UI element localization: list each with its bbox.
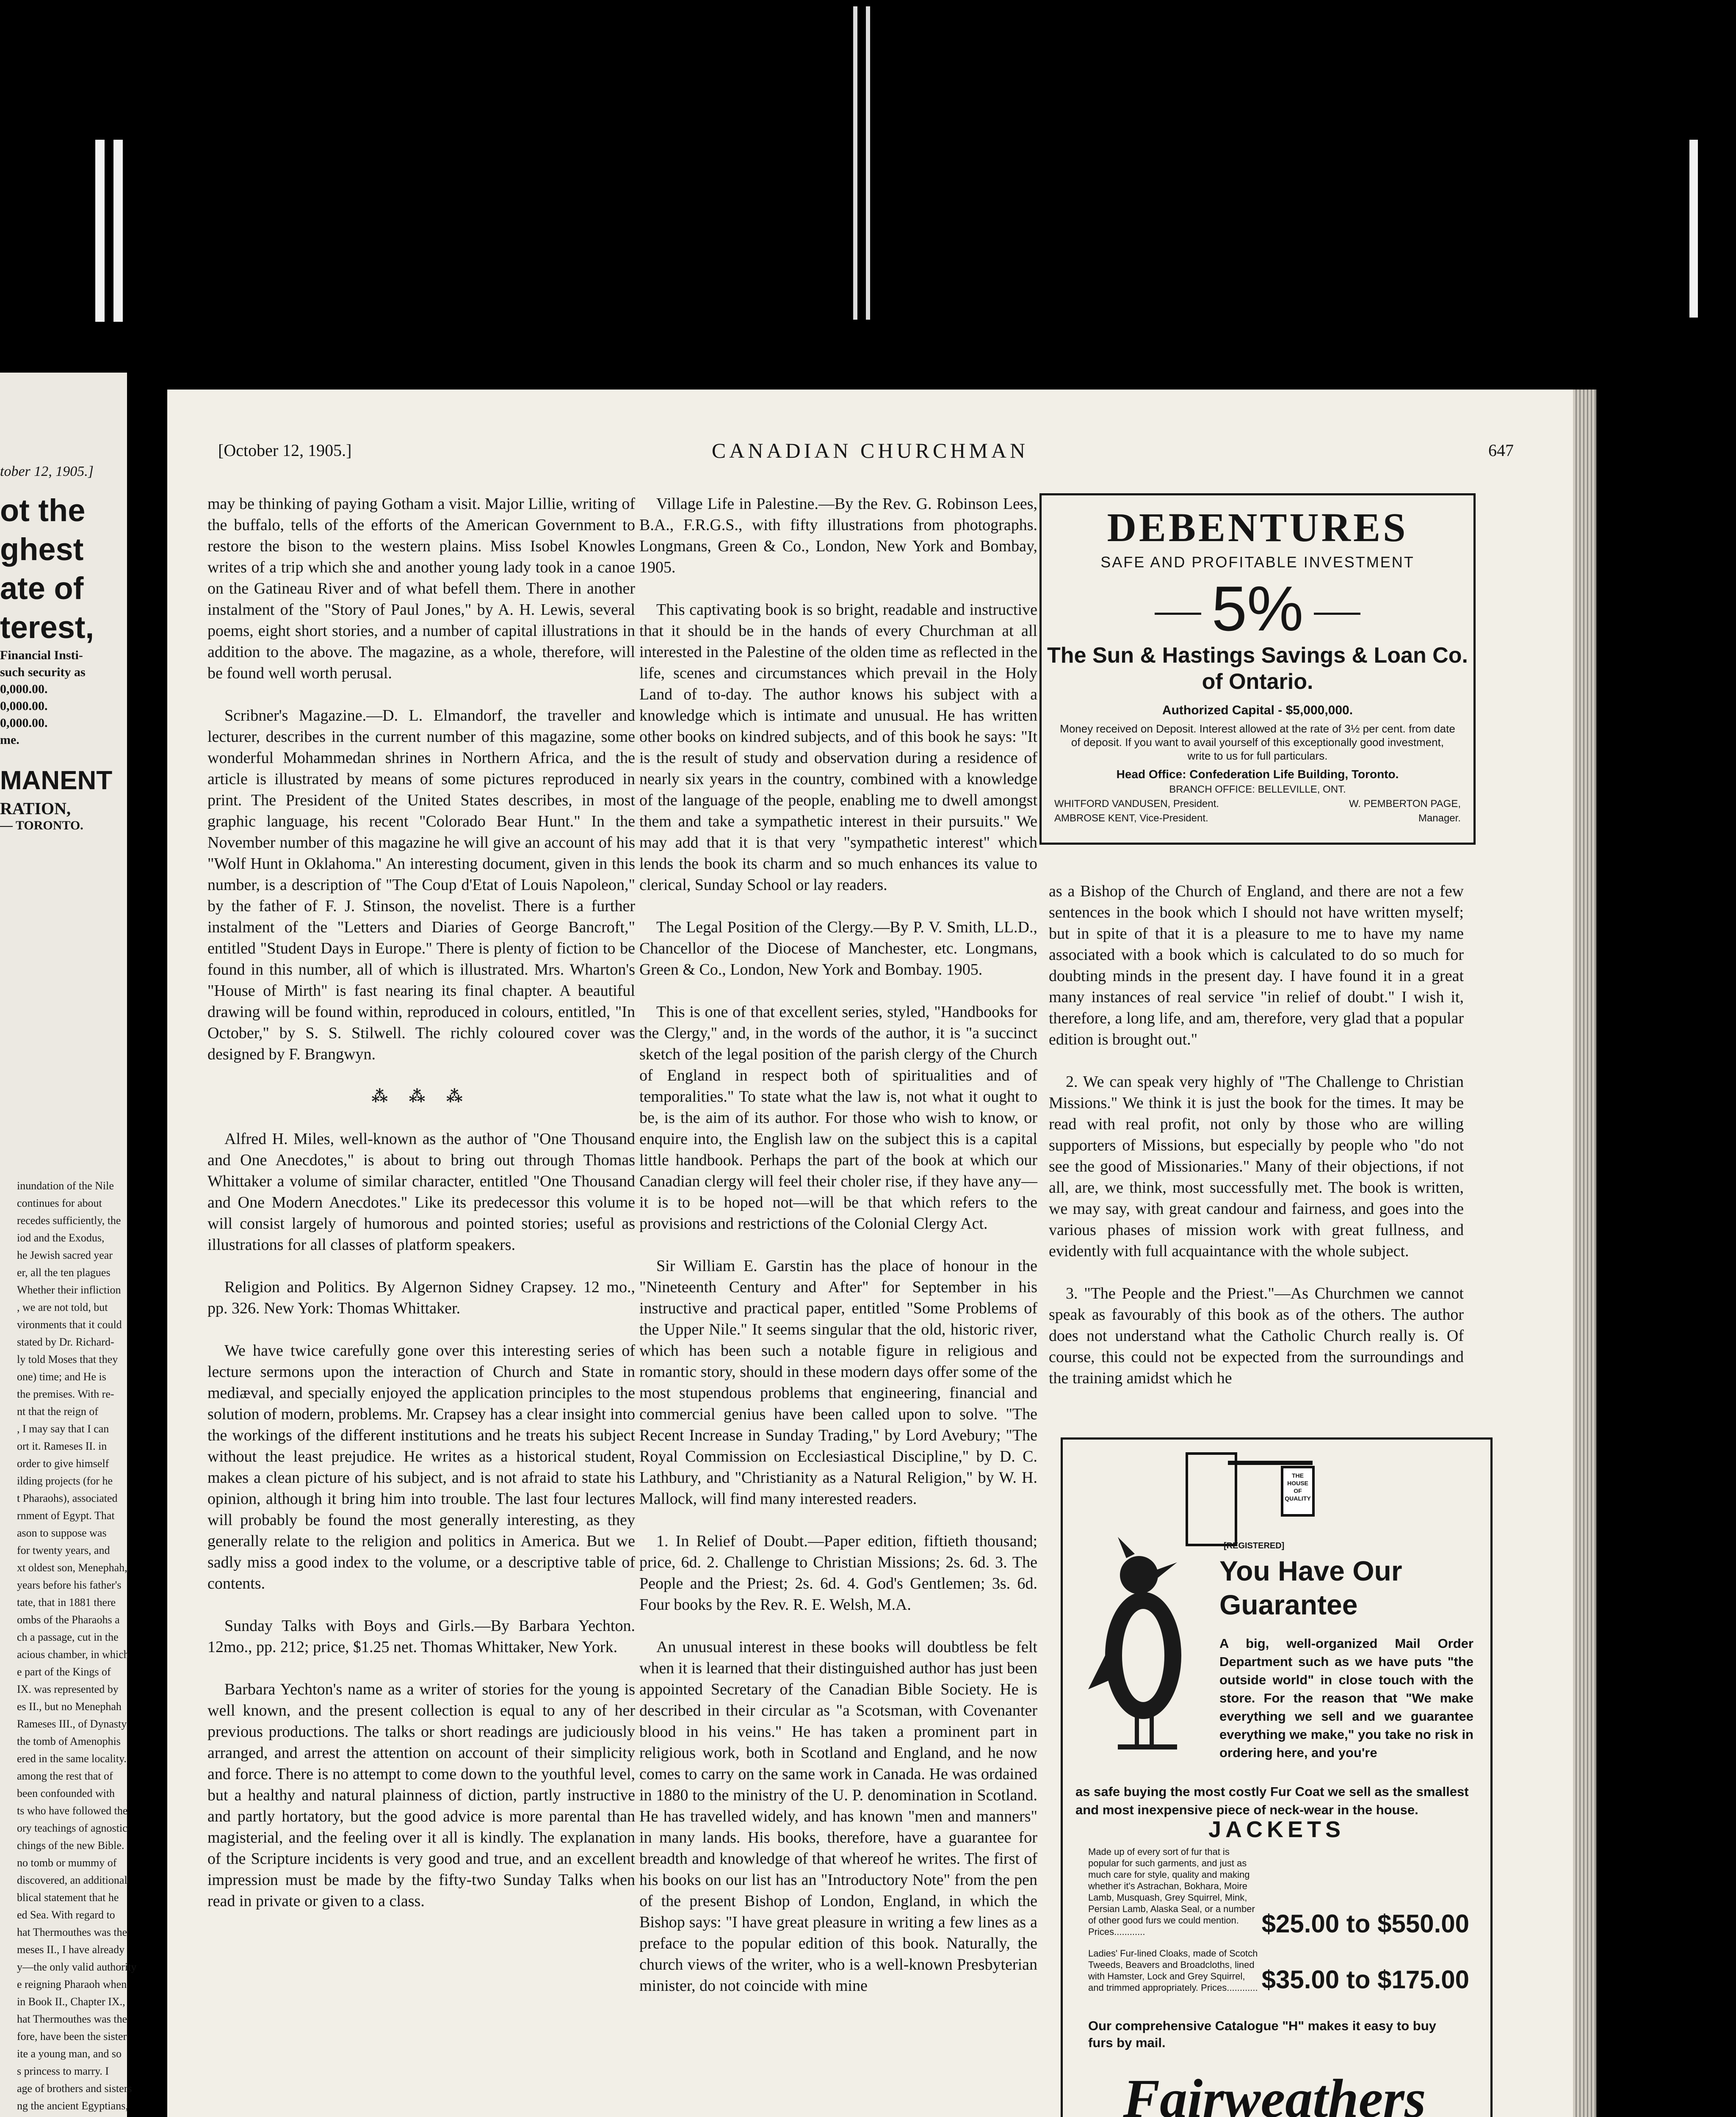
paragraph: may be thinking of paying Gotham a visit. Major Lillie, writing of the buffalo, tells of the efforts of the American Government to restore the bison to the western plains. Miss Isobel Knowles writes of a trip which she and another young lady took in a canoe on the Gatineau River and of what befell them. There in another instalment of the "Story of Paul Jones," by A. H. Lewis, several poems, eight short stories, and a number of capital illustrations in addition to the above. The magazine, as a whole, therefore, will be found well worth perusal.	[207, 495, 635, 682]
logo-text: Fairweathers	[1123, 2068, 1426, 2117]
left-column-line: ered in the same locality.	[17, 1752, 127, 1765]
left-column-line: t Pharaohs), associated	[17, 1492, 118, 1504]
ad-company-name-2: RATION,	[0, 799, 71, 818]
left-column-line: been confounded with	[17, 1787, 115, 1799]
left-column-line: es II., but no Menephah	[17, 1700, 122, 1713]
officer: W. PEMBERTON PAGE,	[1349, 798, 1461, 810]
rule	[1314, 613, 1360, 615]
product-description: Made up of every sort of fur that is popular for such garments, and just as much care for style, quality and making whether it's Astrachan, Bokhara, Moire Lamb, Musquash, Grey Squirrel, Mink, Persian Lamb, Alaska Seal, or a number of other good furs we could mention. Prices............	[1088, 1846, 1255, 1937]
left-column-line: Whether their infliction	[17, 1284, 121, 1296]
left-column-line: fore, have been the sister	[17, 2030, 127, 2042]
head-office: Head Office: Confederation Life Building, Toronto.	[1116, 768, 1399, 781]
product-row	[1088, 1846, 1469, 1937]
interest-rate-value: 5%	[1211, 573, 1304, 644]
left-column-line: ly told Moses that they	[17, 1353, 118, 1365]
left-column-line	[0, 2114, 119, 2117]
review-heading: 1. In Relief of Doubt.—Paper edition, fiftieth thousand; price, 6d. 2. Challenge to Christian Missions; 2s. 6d. 3. The People and the Priest; 2s. 6d. 4. God's Gentlemen; 3s. 6d. Four books by the Rev. R. E. Welsh, M.A.	[639, 1532, 1037, 1614]
paragraph: This captivating book is so bright, readable and instructive that it should be in the hands of every Churchman at all interested in the Palestine of the olden time as reflected in the life, scenes and circumstances which prevail in the Holy Land of to-day. The author knows his subject with a knowledge which is intimate and unusual. He has written other books on kindred subjects, and of this book he says: "It is the result of study and observation during a residence of nearly six years in the country, combined with a knowledge of the language of the people, enabling me to dwell amongst them and take a sympathetic interest in their pursuits." We may add that it is that very "sympathetic interest" which lends the book its charm and so much enhances its value to clerical, Sunday School or lay readers.	[639, 601, 1037, 894]
review-heading: The Legal Position of the Clergy.—By P. V. Smith, LL.D., Chancellor of the Diocese of Manchester, etc. Longmans, Green & Co., London, New York and Bombay. 1905.	[639, 918, 1037, 978]
fairweathers-advertisement	[1061, 1437, 1493, 2117]
ad-body: A big, well-organized Mail Order Department such as we have puts "the outside world" in close touch with the store. For the reason that "We make everything we sell and we guarantee everything we make," you take no risk in ordering here, and you're	[1219, 1636, 1473, 1760]
ad-small-line: 0,000.00.	[0, 682, 48, 696]
branch-office: BRANCH OFFICE: BELLEVILLE, ONT.	[1169, 784, 1346, 795]
left-column-line: no tomb or mummy of	[17, 1857, 117, 1869]
left-column-line: y—the only valid authority	[17, 1961, 137, 1973]
officers-row	[1054, 813, 1461, 824]
debentures-advertisement	[1039, 493, 1476, 845]
left-column-line: iod and the Exodus,	[17, 1232, 105, 1244]
left-column-line: e part of the Kings of	[17, 1666, 111, 1678]
left-column-line: blical statement that he	[17, 1891, 119, 1904]
left-column-line: IX. was represented by	[17, 1683, 119, 1695]
deposit-details: Money received on Deposit. Interest allowed at the rate of 3½ per cent. from date of deposit. If you want to avail yourself of this exceptionally good investment, write to us for full particulars.	[1060, 722, 1455, 762]
jackets-heading: JACKETS	[1208, 1817, 1345, 1842]
paragraph: Alfred H. Miles, well-known as the author of "One Thousand and One Anecdotes," is about to bring out through Thomas Whittaker a volume of similar character, entitled "One Thousand and One Modern Anecdotes." Like its predecessor this volume will consist largely of humorous and pointed stories; useful as illustrations for all classes of platform speakers.	[207, 1130, 635, 1254]
ad-small-line: 0,000.00.	[0, 716, 48, 730]
product-description: Ladies' Fur-lined Cloaks, made of Scotch Tweeds, Beavers and Broadcloths, lined with Hamster, Lock and Grey Squirrel, and trimmed appropriately. Prices............	[1088, 1948, 1258, 1993]
left-column-line: e reigning Pharaoh when	[17, 1978, 127, 1990]
left-column-line: ombs of the Pharaohs a	[17, 1614, 120, 1626]
paragraph: Scribner's Magazine.—D. L. Elmandorf, the traveller and lecturer, describes in the current number of this magazine, some wonderful Mohammedan shrines in Northern Africa, and the article is illustrated by means of some pictures reproduced in print. The President of the United States describes, in most graphic language, his recent "Colorado Bear Hunt." In the November number of this magazine he will give an account of his "Wolf Hunt in Oklahoma." An interesting document, given in this number, is a description of "The Coup d'Etat of Louis Napoleon," by the father of F. J. Stinson, the novelist. There is a further instalment of the "Letters and Diaries of George Bancroft," entitled "Student Days in Europe." There is plenty of fiction to be found in this number, all of which is illustrated. Mrs. Wharton's "House of Mirth" is fast nearing its final chapter. A beautiful drawing will be found within, reproduced in colours, entitled, "In October," by S. S. Stilwell. The richly coloured cover was designed by F. Brangwyn.	[207, 707, 635, 1063]
film-mark	[95, 140, 105, 322]
left-column-line: order to give himself	[17, 1457, 109, 1470]
paragraph: as a Bishop of the Church of England, and there are not a few sentences in the book which I should not have written myself; but in spite of that it is a pleasure to me to have my name associated with a book which is calculated to do so much for doubting minds in the present day. I have found it in a great many instances of real service "in relief of doubt." I wish it, therefore, a long life, and am, therefore, very glad that a popular edition is brought out."	[1049, 882, 1464, 1048]
left-column-line: ory teachings of agnostic	[17, 1822, 127, 1834]
ad-line: ghest	[0, 532, 84, 567]
fairweathers-logo	[1123, 2053, 1426, 2117]
left-column-line: continues for about	[17, 1197, 102, 1209]
left-column-line: the premises. With re-	[17, 1388, 114, 1400]
left-column-line: in Book II., Chapter IX.,	[17, 1995, 125, 2008]
ad-line: terest,	[0, 610, 94, 645]
film-mark	[866, 6, 870, 320]
left-page-fragment	[0, 373, 137, 2117]
left-column-line: ed Sea. With regard to	[17, 1909, 115, 1921]
left-page-header: tober 12, 1905.]	[0, 464, 94, 479]
left-page-ad	[0, 491, 119, 1143]
left-column-line: for twenty years, and	[17, 1544, 110, 1556]
paragraph: An unusual interest in these books will doubtless be felt when it is learned that their distinguished author has just been appointed Secretary of the Canadian Bible Society. He is described in their circular as "a Scotsman, with Covenanter blood in his veins." He has taken a prominent part in religious work, both in Scotland and England, and he now comes to carry on the same work in Canada. He was ordained in 1880 to the ministry of the U. P. denomination in Scotland. He has travelled widely, and has known "men and manners" in many lands. His books, therefore, have a guarantee for breadth and knowledge of that whereof he writes. The first of his books on our list has an "Introductory Note" from the pen of the present Bishop of London, England, in which the Bishop says: "I have great pleasure in writing a few lines as a preface to the popular edition of this book. Naturally, the church views of the writer, who is a well-known Presbyterian minister, do not coincide with mine	[639, 1638, 1037, 1995]
ad-small-line: Financial Insti-	[0, 648, 83, 662]
page-number: 647	[1488, 441, 1514, 460]
left-column-line: vironments that it could	[17, 1318, 122, 1331]
column-2	[639, 493, 1037, 2018]
ad-headline: You Have Our Guarantee	[1219, 1555, 1402, 1620]
left-column-line: years before his father's	[17, 1579, 122, 1591]
left-column-line: ilding projects (for he	[17, 1475, 113, 1487]
left-column-line: one) time; and He is	[17, 1371, 106, 1383]
left-column-line: ite a young man, and so	[17, 2048, 122, 2060]
review-heading: Village Life in Palestine.—By the Rev. G. Robinson Lees, B.A., F.R.G.S., with fifty illustrations from photographs. Longmans, Green & Co., London, New York and Bombay, 1905.	[639, 495, 1037, 576]
registered-label: [REGISTERED]	[1224, 1541, 1285, 1550]
paragraph: 3. "The People and the Priest."—As Churchmen we cannot speak as favourably of this book as of the others. The author does not understand what the Catholic Church really is. Of course, this could not be expected from the surroundings and the training amidst which he	[1049, 1285, 1464, 1387]
left-column-line: ort it. Rameses II. in	[17, 1440, 107, 1452]
column-1	[207, 493, 635, 1933]
paragraph: Barbara Yechton's name as a writer of stories for the young is well known, and the present collection is equal to any of her previous productions. The talks or short readings are judiciously arranged, and arrest the attention on account of their simplicity and force. There is no attempt to come down to the youthful level, but a healthy and natural plainness of diction, partly instructive and partly hortatory, but the good advice is more parental than magisterial, and the feeling over it all is kindly. The explanation of the Scripture incidents is very good and true, and an excellent impression must be made by the fifty-two Sunday Talks when read in private or given to a class.	[207, 1680, 635, 1910]
left-column-line: tate, that in 1881 there	[17, 1596, 116, 1608]
left-column-line: rnment of Egypt. That	[17, 1509, 115, 1522]
catalogue-note: Our comprehensive Catalogue "H" makes it easy to buy furs by mail.	[1088, 2018, 1436, 2050]
left-column-line: hat Thermouthes was the	[17, 2013, 127, 2025]
page-edge	[1573, 390, 1596, 2117]
paragraph: This is one of that excellent series, styled, "Handbooks for the Clergy," and, in the words of the author, it is "a succinct sketch of the legal position of the parish clergy of the Church of England in respect both of spiritualities and of temporalities." To state what the law is, not what it ought to be, is the aim of its author. For those who wish to know, or enquire into, the English law on the subject this is a capital little handbook. Perhaps the part of the book at which our Canadian clergy will feel their choler rise, if they have any—it is to be hoped not—will be that which refers to the provisions and restrictions of the Colonial Clergy Act.	[639, 1003, 1037, 1233]
left-column-line: ts who have followed the	[17, 1805, 128, 1817]
ad-title: DEBENTURES	[1107, 505, 1408, 550]
page-date: [October 12, 1905.]	[218, 441, 352, 460]
officer: AMBROSE KENT, Vice-President.	[1054, 813, 1208, 824]
left-column-line: acious chamber, in which	[17, 1648, 129, 1661]
left-column-line: xt oldest son, Menephah,	[17, 1561, 127, 1574]
ad-line: ot the	[0, 493, 86, 528]
hanging-sign: THE HOUSE OF QUALITY	[1281, 1466, 1315, 1517]
bird-illustration-icon	[1071, 1528, 1211, 1757]
authorized-capital: Authorized Capital - $5,000,000.	[1162, 703, 1353, 717]
ad-body-continued: as safe buying the most costly Fur Coat we sell as the smallest and most inexpensive piece of neck-wear in the house.	[1075, 1784, 1469, 1817]
interest-rate	[1042, 575, 1473, 642]
left-column-line: he Jewish sacred year	[17, 1249, 113, 1261]
ad-company-name: MANENT	[0, 766, 113, 795]
review-heading: Religion and Politics. By Algernon Sidney Crapsey. 12 mo., pp. 326. New York: Thomas Whittaker.	[207, 1278, 635, 1317]
ad-small-line: such security as	[0, 665, 86, 679]
left-column-line: hat Thermouthes was the	[17, 1926, 127, 1938]
left-column-line: discovered, an additional	[17, 1874, 127, 1886]
left-column-line: recedes sufficiently, the	[17, 1214, 121, 1227]
left-column-line: chings of the new Bible.	[17, 1839, 124, 1852]
left-column-line: , we are not told, but	[17, 1301, 108, 1313]
left-column-line: inundation of the Nile	[17, 1180, 114, 1192]
film-mark	[113, 140, 123, 322]
ad-city: — TORONTO.	[0, 818, 83, 832]
review-heading: Sunday Talks with Boys and Girls.—By Barbara Yechton. 12mo., pp. 212; price, $1.25 net. Thomas Whittaker, New York.	[207, 1617, 635, 1656]
left-column-line: stated by Dr. Richard-	[17, 1336, 114, 1348]
company-name: The Sun & Hastings Savings & Loan Co. of Ontario.	[1047, 643, 1468, 694]
left-column-line: among the rest that of	[17, 1770, 113, 1782]
ad-subtitle: SAFE AND PROFITABLE INVESTMENT	[1100, 553, 1415, 571]
left-column-line: ason to suppose was	[17, 1527, 107, 1539]
page-title: CANADIAN CHURCHMAN	[711, 439, 1029, 462]
left-column-line: meses II., I have already	[17, 1943, 125, 1956]
paragraph: We have twice carefully gone over this interesting series of lecture sermons upon the interaction of Church and State in mediæval, and specially enjoyed the application principles to the solution of modern, problems. Mr. Crapsey has a clear insight into the workings of the different institutions and he treats his subject without the least prejudice. He writes as a historical student, makes a clean picture of his subject, and is not afraid to state his opinion, although it bring him into trouble. The last four lectures will probably be found the most generally interesting, as they generally relate to the religion and politics in America. But we sadly miss a good index to the volume, or a descriptive table of contents.	[207, 1342, 635, 1592]
ad-line: ate of	[0, 571, 84, 606]
left-page-column	[0, 1177, 137, 2117]
signpost-arm	[1228, 1461, 1313, 1465]
column-3	[1049, 881, 1464, 1410]
price-range: $35.00 to $175.00	[1261, 1965, 1469, 1994]
price-range: $25.00 to $550.00	[1261, 1910, 1469, 1938]
ad-small-line: 0,000.00.	[0, 699, 48, 713]
film-mark	[1689, 140, 1698, 318]
officer: Manager.	[1418, 813, 1461, 824]
left-column-line: nt that the reign of	[17, 1405, 99, 1418]
left-column-line: Rameses III., of Dynasty	[17, 1718, 127, 1730]
paragraph: 2. We can speak very highly of "The Challenge to Christian Missions." We think it is just the book for the times. It may be read with real profit, not only by those who are willing supporters of Missions, but especially by people who "do not see the good of Missionaries." Many of their objections, if not all, are, we think, most successfully met. The book is written, we may say, with great candour and fairness, and goes into the various phases of mission work with great fullness, and evidently with full acquaintance with the whole subject.	[1049, 1073, 1464, 1260]
left-column-line: age of brothers and sisters	[17, 2082, 132, 2095]
paragraph: Sir William E. Garstin has the place of honour in the "Nineteenth Century and After" for September in his instructive and practical paper, entitled "Some Problems of the Upper Nile." It seems singular that the old, historic river, which has been such a notable figure in religious and romantic story, should in these modern days offer some of the most stupendous problems that engineering, financial and commercial genius have been called upon to solve. "The Recent Increase in Sunday Trading," by Lord Avebury; "The Royal Commission on Ecclesiastical Discipline," by D. C. Lathbury, and "Christianity as a Natural Religion," by W. H. Mallock, will find many interested readers.	[639, 1257, 1037, 1508]
rule	[1155, 613, 1201, 615]
product-row	[1088, 1948, 1469, 1993]
left-column-line: ch a passage, cut in the	[17, 1631, 119, 1643]
officers-row	[1054, 798, 1461, 810]
left-column-line: er, all the ten plagues	[17, 1266, 111, 1279]
section-divider: ⁂ ⁂ ⁂	[371, 1088, 471, 1105]
left-column-line: , I may say that I can	[17, 1423, 109, 1435]
officer: WHITFORD VANDUSEN, President.	[1054, 798, 1219, 810]
ad-small-line: me.	[0, 733, 19, 747]
film-mark	[853, 6, 857, 320]
left-column-line: the tomb of Amenophis	[17, 1735, 121, 1747]
left-column-line: s princess to marry. I	[17, 2065, 109, 2077]
newspaper-page	[167, 390, 1573, 2117]
left-column-line: ng the ancient Egyptians,	[17, 2100, 128, 2112]
